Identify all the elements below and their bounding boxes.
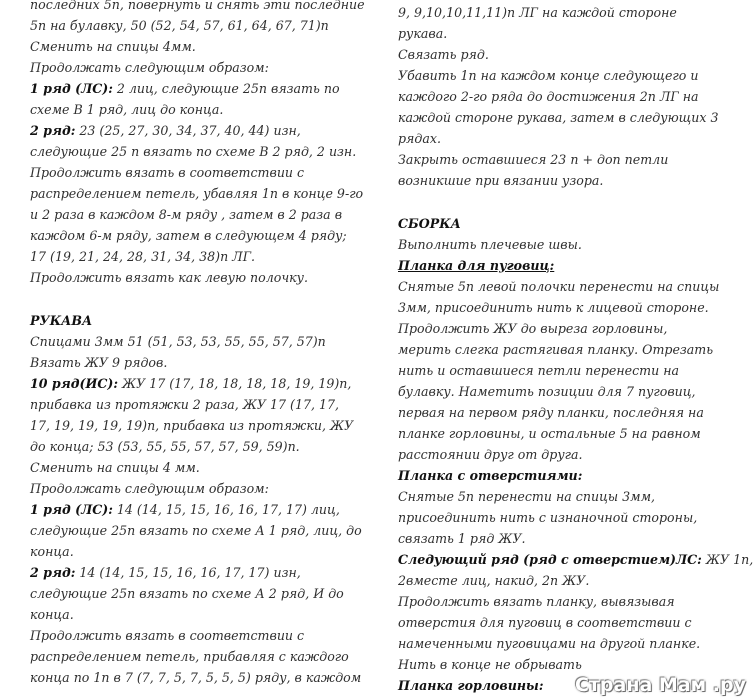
site-watermark: Страна Мам .ру [572,674,749,696]
text-line: 9, 9,10,10,11,11)п ЛГ на каждой стороне [398,5,677,20]
text-line: Связать ряд. [398,47,489,62]
text-line: расстоянии друг от друга. [398,447,583,462]
text-line: рядах. [398,131,441,146]
text-line: отверстия для пуговиц в соответствии с [398,615,692,630]
text-line [398,549,753,570]
text-line: следующие 25п вязать по схеме А 1 ряд, лиц, до [30,523,362,538]
row-text: 14 (14, 15, 15, 16, 16, 17, 17) лиц, [112,502,340,517]
row-text: 23 (25, 27, 30, 34, 37, 40, 44) изн, [75,123,301,138]
text-line: Продолжить вязать в соответствии с [30,165,305,180]
text-line: Продолжить вязать планку, вывязывая [398,594,675,609]
row-label: 1 ряд (ЛС): [30,502,113,517]
row-text: ЖУ 1п, [701,552,754,567]
subheading-buttonhole-band: Планка с отверстиями: [398,468,583,483]
text-line: Продолжить вязать в соответствии с [30,628,305,643]
text-line: следующие 25 п вязать по схеме В 2 ряд, 2 изн. [30,144,357,159]
text-line: схеме В 1 ряд, лиц до конца. [30,102,224,117]
text-line: первая на первом ряду планки, последняя на [398,405,704,420]
text-line: прибавка из протяжки 2 раза, ЖУ 17 (17, 17, [30,397,340,412]
text-line: каждой стороне рукава, затем в следующих 3 [398,110,719,125]
text-line: возникшие при вязании узора. [398,173,604,188]
subheading-button-band: Планка для пуговиц: [398,258,555,273]
text-line: Убавить 1п на каждом конце следующего и [398,68,699,83]
text-line: и 2 раза в каждом 8-м ряду , затем в 2 раза в [30,207,343,222]
text-line: последних 5п, повернуть и снять эти последние [30,0,365,12]
text-line: Продолжать следующим образом: [30,60,269,75]
text-line [30,120,301,141]
text-line: планке горловины, и остальные 5 на равном [398,426,701,441]
text-line: каждом 6-м ряду, затем в следующем 4 ряду; [30,228,347,243]
text-line: 17, 19, 19, 19, 19)п, прибавка из протяжки, ЖУ [30,418,354,433]
text-line: Продолжить ЖУ до выреза горловины, [398,321,668,336]
text-line: Продолжать следующим образом: [30,481,269,496]
row-text: ЖУ 17 (17, 18, 18, 18, 18, 19, 19)п, [117,376,352,391]
text-line [30,562,301,583]
text-line: Вязать ЖУ 9 рядов. [30,355,168,370]
text-line: Выполнить плечевые швы. [398,237,582,252]
text-line: конца по 1п в 7 (7, 7, 5, 7, 5, 5, 5) ряду, в каждом [30,670,362,685]
text-line: Спицами 3мм 51 (51, 53, 53, 55, 55, 57, 57)п [30,334,326,349]
row-label: Следующий ряд (ряд с отверстием)ЛС: [398,552,702,567]
text-line: Закрыть оставшиеся 23 п + доп петли [398,152,669,167]
text-line: присоединить нить с изнаночной стороны, [398,510,698,525]
text-line: Снятые 5п перенести на спицы 3мм, [398,489,656,504]
text-line: 5п на булавку, 50 (52, 54, 57, 61, 64, 67, 71)п [30,18,329,33]
text-line: связать 1 ряд ЖУ. [398,531,526,546]
text-line: булавку. Наметить позиции для 7 пуговиц, [398,384,696,399]
text-line: рукава. [398,26,448,41]
text-line [30,499,340,520]
row-text: 14 (14, 15, 15, 16, 16, 17, 17) изн, [75,565,301,580]
row-label: 2 ряд: [30,123,76,138]
text-line: распределением петель, убавляя 1п в конце 9-го [30,186,364,201]
text-line: конца. [30,607,74,622]
text-line: Сменить на спицы 4мм. [30,39,196,54]
text-line: распределением петель, прибавляя с каждого [30,649,349,664]
text-line: Сменить на спицы 4 мм. [30,460,200,475]
text-line: Нить в конце не обрывать [398,657,582,672]
row-label: 1 ряд (ЛС): [30,81,113,96]
section-heading-sleeves: РУКАВА [30,313,93,328]
text-line: мерить слегка растягивая планку. Отрезать [398,342,714,357]
text-line: до конца; 53 (53, 55, 55, 57, 57, 59, 59)п. [30,439,300,454]
text-line: каждого 2-го ряда до достижения 2п ЛГ на [398,89,699,104]
row-text: 2 лиц, следующие 25п вязать по [112,81,340,96]
text-line [30,78,340,99]
subheading-neck-band: Планка горловины: [398,678,544,693]
text-line: намеченными пуговицами на другой планке. [398,636,701,651]
text-line: Снятые 5п левой полочки перенести на спицы [398,279,720,294]
section-heading-assembly: СБОРКА [398,216,461,231]
row-label: 10 ряд(ИС): [30,376,118,391]
text-line: следующие 25п вязать по схеме А 2 ряд, И до [30,586,344,601]
text-line: 3мм, присоединить нить к лицевой стороне. [398,300,709,315]
row-label: 2 ряд: [30,565,76,580]
text-line: 2вместе лиц, накид, 2п ЖУ. [398,573,590,588]
text-line: Продолжить вязать как левую полочку. [30,270,308,285]
text-line: нить и оставшиеся петли перенести на [398,363,680,378]
text-line: 17 (19, 21, 24, 28, 31, 34, 38)п ЛГ. [30,249,256,264]
text-line: конца. [30,544,74,559]
text-line [30,373,351,394]
